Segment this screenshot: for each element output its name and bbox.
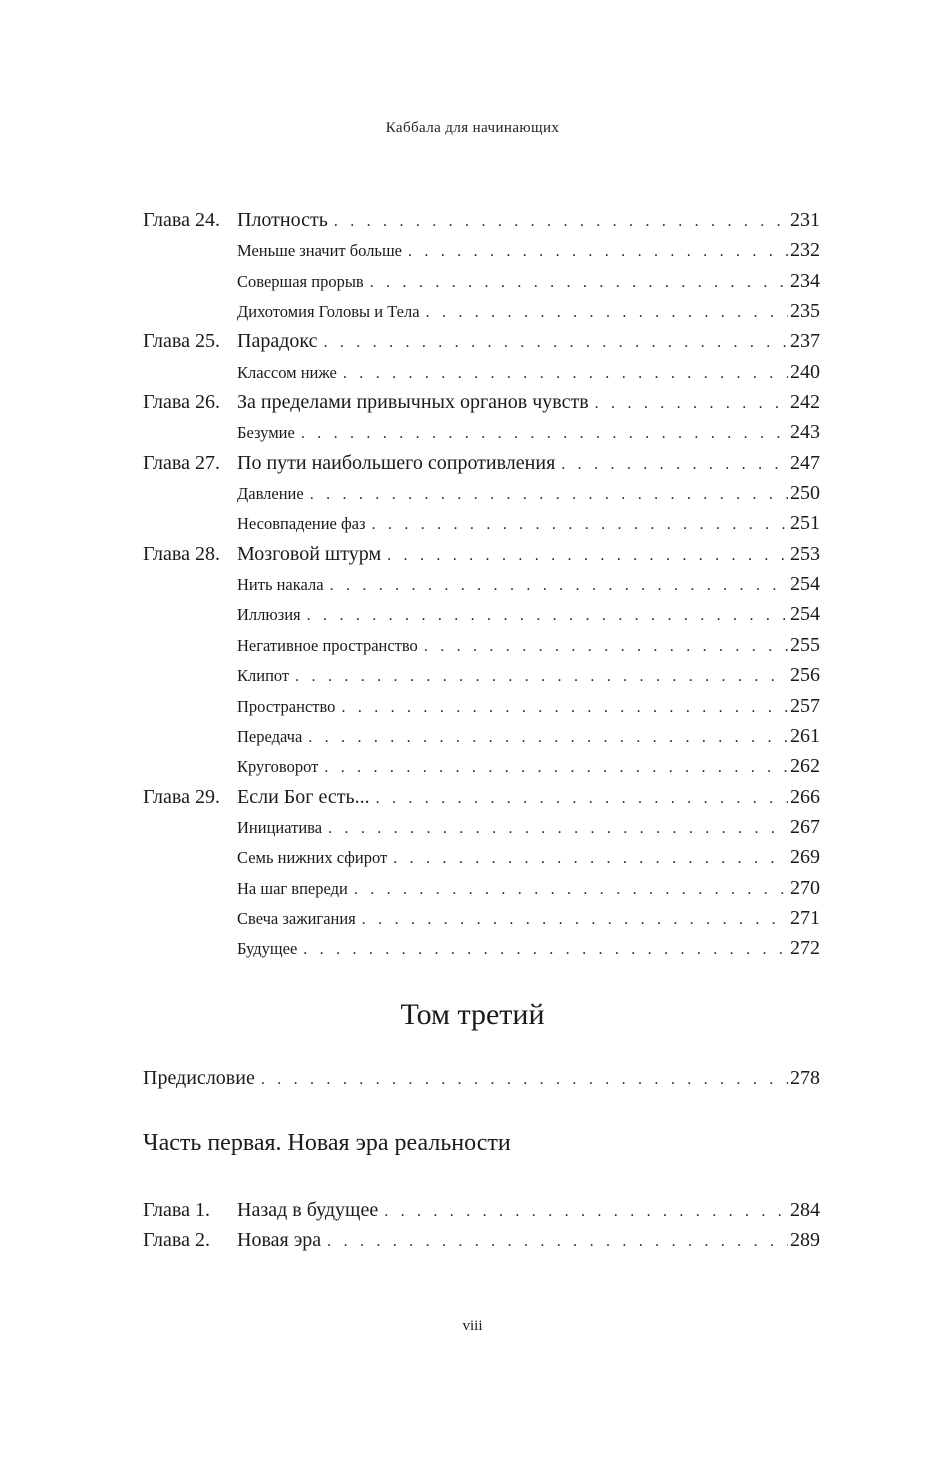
toc-entry-page: 247 <box>790 451 820 474</box>
leader-dots <box>310 480 788 508</box>
leader-dots <box>408 237 788 265</box>
toc-entry-label: Глава 27. <box>143 451 220 474</box>
leader-dots <box>328 814 788 842</box>
toc-section-entry[interactable] <box>143 508 820 538</box>
toc-entry-title: Инициатива <box>237 817 323 837</box>
toc-entry-page: 256 <box>790 664 820 687</box>
toc-section-entry[interactable] <box>143 417 820 447</box>
leader-dots <box>370 268 788 296</box>
toc-section-entry[interactable] <box>143 266 820 296</box>
toc-entry-title: Семь нижних сфирот <box>237 848 388 868</box>
toc-entry-page: 271 <box>790 906 820 929</box>
toc-entry-title: Плотность <box>237 209 328 231</box>
toc-chapter-entry[interactable] <box>143 1195 820 1225</box>
leader-dots <box>424 632 788 660</box>
toc-entry-page: 270 <box>790 876 820 899</box>
toc-entry-title: Круговорот <box>237 757 319 777</box>
toc-entry-page: 232 <box>790 239 820 262</box>
toc-entry-label: Глава 26. <box>143 391 220 414</box>
leader-dots <box>426 298 788 326</box>
toc-entry-page: 235 <box>790 300 820 323</box>
leader-dots <box>384 1197 788 1225</box>
toc-volume-two <box>143 205 820 964</box>
toc-entry-title: За пределами привычных органов чувств <box>237 391 589 414</box>
toc-entry-page: 262 <box>790 755 820 778</box>
leader-dots <box>334 207 788 235</box>
leader-dots <box>323 328 788 356</box>
toc-entry-title: Мозговой штурм <box>237 542 382 565</box>
toc-section-entry[interactable] <box>143 296 820 326</box>
leader-dots <box>303 935 788 963</box>
toc-entry-title: Меньше значит больше <box>237 241 402 261</box>
toc-entry-page: 231 <box>790 209 820 231</box>
toc-entry-page: 269 <box>790 846 820 869</box>
toc-section-entry[interactable] <box>143 235 820 265</box>
leader-dots <box>343 359 788 387</box>
toc-entry-title: Передача <box>237 726 303 746</box>
leader-dots <box>327 1227 788 1255</box>
toc-entry-title: Свеча зажигания <box>237 908 356 928</box>
toc-preface <box>143 1063 820 1093</box>
toc-entry-title: Предисловие <box>143 1067 255 1089</box>
toc-section-entry[interactable] <box>143 751 820 781</box>
toc-entry-title: Негативное пространство <box>237 635 418 655</box>
toc-entry-title: Клипот <box>237 666 290 686</box>
leader-dots <box>372 510 788 538</box>
toc-entry-label: Глава 1. <box>143 1199 210 1221</box>
leader-dots <box>261 1065 788 1093</box>
leader-dots <box>308 723 788 751</box>
leader-dots <box>362 905 788 933</box>
toc-chapter-entry[interactable] <box>143 1225 820 1255</box>
running-head: Каббала для начинающих <box>385 120 560 136</box>
toc-entry-title: Совершая прорыв <box>237 271 364 291</box>
leader-dots <box>324 753 788 781</box>
leader-dots <box>341 693 788 721</box>
toc-chapter-entry[interactable] <box>143 782 820 812</box>
toc-entry-preface[interactable] <box>143 1063 820 1093</box>
leader-dots <box>561 450 788 478</box>
leader-dots <box>387 541 788 569</box>
toc-entry-page: 254 <box>790 603 820 626</box>
toc-entry-title: Давление <box>237 484 304 504</box>
toc-entry-title: На шаг впереди <box>237 878 348 898</box>
leader-dots <box>295 662 788 690</box>
leader-dots <box>354 875 788 903</box>
toc-entry-page: 278 <box>790 1067 820 1089</box>
toc-entry-page: 289 <box>790 1229 820 1252</box>
toc-entry-title: Нить накала <box>237 575 324 595</box>
toc-section-entry[interactable] <box>143 721 820 751</box>
toc-chapter-entry[interactable] <box>143 539 820 569</box>
toc-entry-page: 251 <box>790 512 820 535</box>
toc-entry-label: Глава 28. <box>143 542 220 565</box>
toc-entry-page: 250 <box>790 482 820 505</box>
toc-entry-title: Несовпадение фаз <box>237 514 366 534</box>
leader-dots <box>307 601 788 629</box>
toc-section-entry[interactable] <box>143 569 820 599</box>
toc-entry-title: Классом ниже <box>237 362 337 382</box>
toc-entry-page: 255 <box>790 633 820 656</box>
toc-section-entry[interactable] <box>143 478 820 508</box>
leader-dots <box>330 571 788 599</box>
toc-chapter-entry[interactable] <box>143 326 820 356</box>
toc-section-entry[interactable] <box>143 842 820 872</box>
toc-section-entry[interactable] <box>143 691 820 721</box>
toc-entry-title: Назад в будущее <box>237 1199 379 1221</box>
toc-entry-page: 234 <box>790 269 820 292</box>
toc-entry-page: 284 <box>790 1199 820 1221</box>
leader-dots <box>301 419 788 447</box>
toc-entry-page: 254 <box>790 573 820 596</box>
toc-entry-page: 243 <box>790 421 820 444</box>
toc-section-entry[interactable] <box>143 812 820 842</box>
toc-section-entry[interactable] <box>143 599 820 629</box>
toc-section-entry[interactable] <box>143 933 820 963</box>
toc-entry-page: 242 <box>790 391 820 414</box>
toc-chapter-entry[interactable] <box>143 205 820 235</box>
toc-entry-title: Безумие <box>237 423 295 443</box>
toc-entry-page: 261 <box>790 724 820 747</box>
toc-chapter-entry[interactable] <box>143 448 820 478</box>
toc-entry-label: Глава 25. <box>143 330 220 353</box>
toc-section-entry[interactable] <box>143 903 820 933</box>
toc-part-one <box>143 1195 820 1256</box>
toc-entry-title: Если Бог есть... <box>237 785 370 808</box>
toc-entry-page: 257 <box>790 694 820 717</box>
toc-entry-title: Дихотомия Головы и Тела <box>237 302 420 322</box>
toc-entry-page: 237 <box>790 330 820 353</box>
toc-entry-page: 266 <box>790 785 820 808</box>
toc-entry-label: Глава 2. <box>143 1229 210 1252</box>
toc-entry-label: Глава 24. <box>143 209 220 231</box>
toc-entry-page: 267 <box>790 815 820 838</box>
leader-dots <box>595 389 788 417</box>
toc-section-entry[interactable] <box>143 873 820 903</box>
part-one-title: Часть первая. Новая эра реальности <box>143 1130 511 1156</box>
toc-entry-page: 240 <box>790 360 820 383</box>
toc-chapter-entry[interactable] <box>143 387 820 417</box>
toc-section-entry[interactable] <box>143 357 820 387</box>
toc-section-entry[interactable] <box>143 660 820 690</box>
toc-entry-page: 253 <box>790 542 820 565</box>
volume-three-title: Том третий <box>400 998 545 1031</box>
leader-dots <box>376 784 788 812</box>
toc-entry-title: Иллюзия <box>237 605 301 625</box>
toc-entry-title: Будущее <box>237 939 298 959</box>
toc-entry-label: Глава 29. <box>143 785 220 808</box>
toc-entry-title: Пространство <box>237 696 336 716</box>
toc-entry-title: Парадокс <box>237 330 318 353</box>
toc-entry-title: По пути наибольшего сопротивления <box>237 451 556 474</box>
toc-entry-title: Новая эра <box>237 1229 322 1252</box>
leader-dots <box>393 844 788 872</box>
page-number: viii <box>462 1318 483 1334</box>
toc-section-entry[interactable] <box>143 630 820 660</box>
toc-entry-page: 272 <box>790 937 820 960</box>
